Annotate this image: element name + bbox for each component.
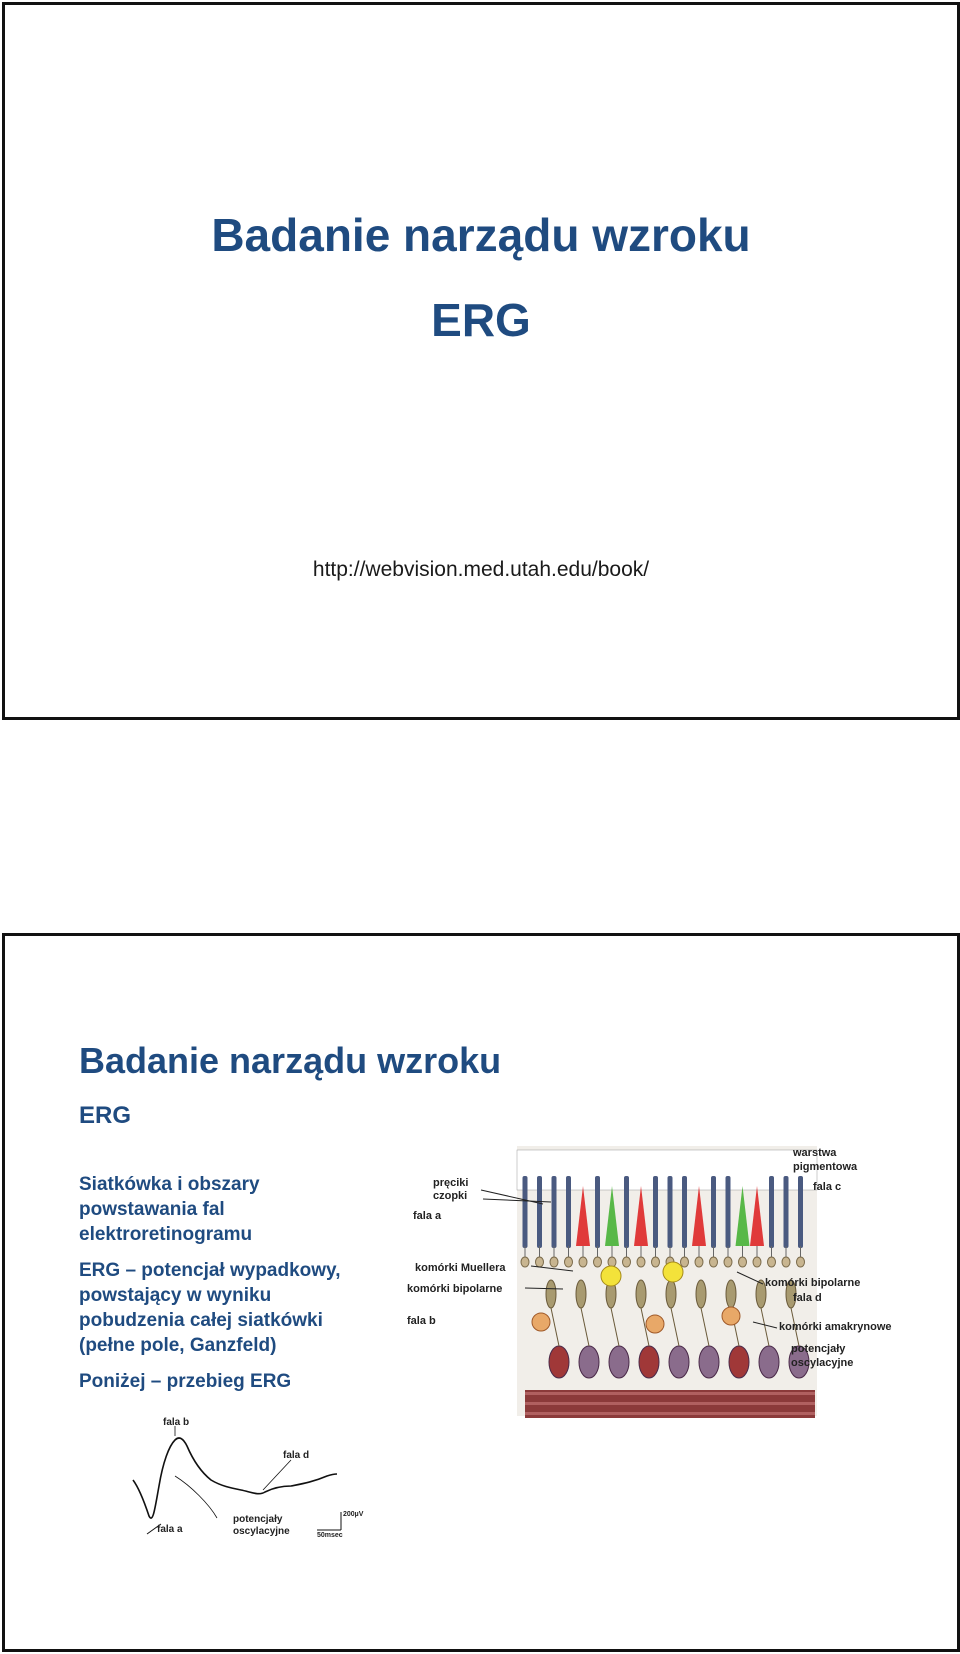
ganglion-cell	[729, 1346, 749, 1378]
label-pigment-layer-1: warstwa	[793, 1147, 837, 1159]
rod-cell	[711, 1176, 716, 1248]
photoreceptor-nucleus	[681, 1257, 689, 1267]
paragraph-retina-areas: Siatkówka i obszary powstawania fal elektroretinogramu	[79, 1174, 260, 1245]
bipolar-cell	[576, 1280, 586, 1308]
photoreceptor-nucleus	[550, 1257, 558, 1267]
rod-cell	[537, 1176, 542, 1248]
label-bipolar-cells-left: komórki bipolarne	[407, 1283, 503, 1295]
ganglion-cell	[669, 1346, 689, 1378]
photoreceptor-nucleus	[724, 1257, 732, 1267]
label-wave-b: fala b	[407, 1315, 436, 1327]
slide-1	[2, 2, 960, 720]
bipolar-cell	[696, 1280, 706, 1308]
rod-cell	[595, 1176, 600, 1248]
photoreceptor-nucleus	[623, 1257, 631, 1267]
slide-subtitle: ERG	[431, 294, 531, 346]
photoreceptor-nucleus	[739, 1257, 747, 1267]
label-wave-a: fala a	[413, 1210, 442, 1222]
slide-2	[2, 933, 960, 1652]
photoreceptor-nucleus	[608, 1257, 616, 1267]
bipolar-cell	[636, 1280, 646, 1308]
amacrine-yellow-cell	[601, 1266, 621, 1286]
photoreceptor-nucleus	[521, 1257, 529, 1267]
paragraph-erg-definition: ERG – potencjał wypadkowy, powstający w wyniku pobudzenia całej siatkówki (pełne pole, Ganzfeld)	[79, 1260, 341, 1356]
label-oscillatory-2: oscylacyjne	[791, 1357, 854, 1369]
rod-cell	[668, 1176, 673, 1248]
rod-cell	[523, 1176, 528, 1248]
rod-cell	[769, 1176, 774, 1248]
label-pigment-layer-2: pigmentowa	[793, 1161, 858, 1173]
paragraph-erg-course: Poniżej – przebieg ERG	[79, 1371, 292, 1392]
bipolar-cell	[726, 1280, 736, 1308]
rod-cell	[682, 1176, 687, 1248]
ganglion-cell	[759, 1346, 779, 1378]
rod-cell	[798, 1176, 803, 1248]
slide-subtitle: ERG	[79, 1102, 132, 1129]
photoreceptor-nucleus	[637, 1257, 645, 1267]
ganglion-cell	[609, 1346, 629, 1378]
erg-label-wave-b: fala b	[163, 1417, 190, 1428]
rod-cell	[653, 1176, 658, 1248]
label-wave-c: fala c	[813, 1181, 842, 1193]
rod-cell	[552, 1176, 557, 1248]
rod-cell	[784, 1176, 789, 1248]
erg-label-wave-a: fala a	[157, 1524, 183, 1535]
scale-voltage: 200µV	[343, 1511, 364, 1518]
photoreceptor-nucleus	[579, 1257, 587, 1267]
ganglion-cell	[639, 1346, 659, 1378]
photoreceptor-nucleus	[536, 1257, 544, 1267]
bipolar-cell	[546, 1280, 556, 1308]
label-oscillatory-1: potencjały	[791, 1343, 846, 1355]
erg-label-wave-d: fala d	[283, 1450, 310, 1461]
erg-label-osc-2: oscylacyjne	[233, 1526, 290, 1537]
photoreceptor-nucleus	[797, 1257, 805, 1267]
label-wave-d: fala d	[793, 1292, 822, 1304]
photoreceptor-nucleus	[710, 1257, 718, 1267]
amacrine-orange-cell	[646, 1315, 664, 1333]
photoreceptor-nucleus	[594, 1257, 602, 1267]
bipolar-cell	[666, 1280, 676, 1308]
rod-cell	[624, 1176, 629, 1248]
ganglion-cell	[699, 1346, 719, 1378]
slide-title: Badanie narządu wzroku	[211, 209, 751, 261]
oscillatory-arrow	[175, 1476, 217, 1518]
source-url: http://webvision.med.utah.edu/book/	[312, 558, 650, 581]
retina-diagram	[407, 1146, 933, 1436]
label-rods: pręciki	[433, 1177, 469, 1189]
photoreceptor-nucleus	[565, 1257, 573, 1267]
label-cones: czopki	[433, 1190, 468, 1202]
amacrine-orange-cell	[722, 1307, 740, 1325]
photoreceptor-nucleus	[782, 1257, 790, 1267]
rod-cell	[726, 1176, 731, 1248]
scale-time: 50msec	[317, 1532, 343, 1539]
photoreceptor-nucleus	[695, 1257, 703, 1267]
label-amacrine-cells: komórki amakrynowe	[779, 1321, 892, 1333]
amacrine-orange-cell	[532, 1313, 550, 1331]
label-bipolar-cells-right: komórki bipolarne	[765, 1277, 861, 1289]
photoreceptor-nucleus	[768, 1257, 776, 1267]
erg-label-osc-1: potencjały	[233, 1514, 283, 1525]
rod-cell	[566, 1176, 571, 1248]
amacrine-yellow-cell	[663, 1262, 683, 1282]
photoreceptor-nucleus	[753, 1257, 761, 1267]
photoreceptor-nucleus	[652, 1257, 660, 1267]
slide-title: Badanie narządu wzroku	[79, 1040, 502, 1081]
erg-waveform	[131, 1416, 381, 1539]
ganglion-cell	[549, 1346, 569, 1378]
ganglion-cell	[579, 1346, 599, 1378]
label-mueller-cells: komórki Muellera	[415, 1262, 506, 1274]
